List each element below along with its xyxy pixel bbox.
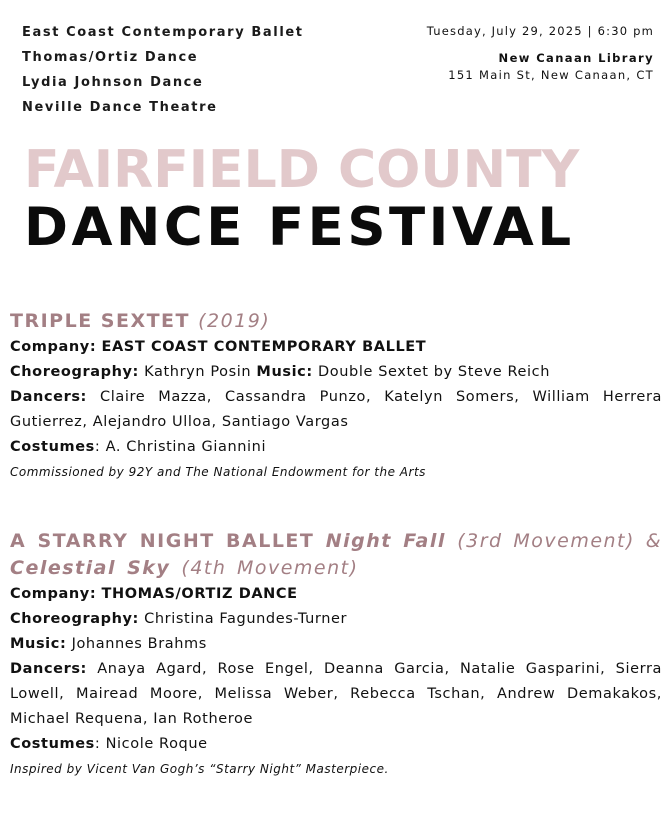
choreography-line bbox=[10, 607, 662, 632]
piece-movement: (4th Movement) bbox=[181, 557, 359, 579]
music-value: Johannes Brahms bbox=[71, 636, 207, 652]
company-label: Company: bbox=[10, 586, 97, 602]
dancers-line bbox=[10, 385, 662, 435]
company-label: Company: bbox=[10, 339, 97, 355]
costumes-value: : Nicole Roque bbox=[94, 736, 208, 752]
dancers-value: Claire Mazza, Cassandra Punzo, Katelyn Somers, William Herrera Gutierrez, Alejandro Ulloa, Santiago Vargas bbox=[10, 389, 662, 430]
piece-note: Inspired by Vicent Van Gogh’s “Starry Night” Masterpiece. bbox=[10, 762, 389, 776]
company-name: East Coast Contemporary Ballet bbox=[22, 25, 304, 40]
festival-title-line1: FAIRFIELD COUNTY bbox=[24, 140, 580, 200]
dancers-value: Anaya Agard, Rose Engel, Deanna Garcia, Natalie Gasparini, Sierra Lowell, Mairead Moore, Melissa Weber, Rebecca Tschan, Andrew Demakakos, Michael Requena, Ian Rotheroe bbox=[10, 661, 662, 727]
company-name: Neville Dance Theatre bbox=[22, 100, 218, 115]
choreography-label: Choreography: bbox=[10, 364, 139, 380]
dancers-label: Dancers: bbox=[10, 389, 87, 405]
company-name: Lydia Johnson Dance bbox=[22, 75, 204, 90]
piece-title bbox=[10, 308, 662, 335]
piece-movement-title: Night Fall bbox=[325, 530, 446, 552]
music-value: Double Sextet by Steve Reich bbox=[318, 364, 550, 380]
company-line bbox=[10, 582, 662, 607]
music-line bbox=[10, 632, 662, 657]
company-value: EAST COAST CONTEMPORARY BALLET bbox=[101, 339, 427, 355]
piece-title-text: TRIPLE SEXTET bbox=[10, 310, 190, 332]
event-info bbox=[427, 22, 654, 84]
costumes-line bbox=[10, 732, 662, 757]
program-piece bbox=[10, 308, 662, 484]
company-line bbox=[10, 335, 662, 360]
piece-note: Commissioned by 92Y and The National Endowment for the Arts bbox=[10, 465, 426, 479]
program-piece bbox=[10, 528, 662, 781]
music-label: Music: bbox=[256, 364, 313, 380]
dancers-line bbox=[10, 657, 662, 732]
choreography-value: Kathryn Posin bbox=[144, 364, 252, 380]
event-date: Tuesday, July 29, 2025 | 6:30 pm bbox=[426, 24, 654, 38]
piece-title bbox=[10, 528, 662, 582]
event-venue: New Canaan Library bbox=[498, 51, 654, 65]
company-name: Thomas/Ortiz Dance bbox=[22, 50, 199, 65]
dancers-label: Dancers: bbox=[10, 661, 87, 677]
choreography-label: Choreography: bbox=[10, 611, 139, 627]
event-address: 151 Main St, New Canaan, CT bbox=[448, 68, 654, 82]
piece-year: (2019) bbox=[198, 310, 271, 332]
company-list bbox=[22, 20, 304, 120]
piece-movement-title: Celestial Sky bbox=[10, 557, 171, 579]
company-value: THOMAS/ORTIZ DANCE bbox=[101, 586, 298, 602]
piece-title-text: A STARRY NIGHT BALLET bbox=[10, 530, 315, 552]
costumes-line bbox=[10, 435, 662, 460]
costumes-label: Costumes bbox=[10, 736, 95, 752]
music-label: Music: bbox=[10, 636, 67, 652]
costumes-value: : A. Christina Giannini bbox=[94, 439, 267, 455]
costumes-label: Costumes bbox=[10, 439, 95, 455]
piece-movement: (3rd Movement) & bbox=[457, 530, 663, 552]
festival-title-line2: DANCE FESTIVAL bbox=[24, 197, 575, 258]
credits-line bbox=[10, 360, 662, 385]
choreography-value: Christina Fagundes-Turner bbox=[144, 611, 348, 627]
